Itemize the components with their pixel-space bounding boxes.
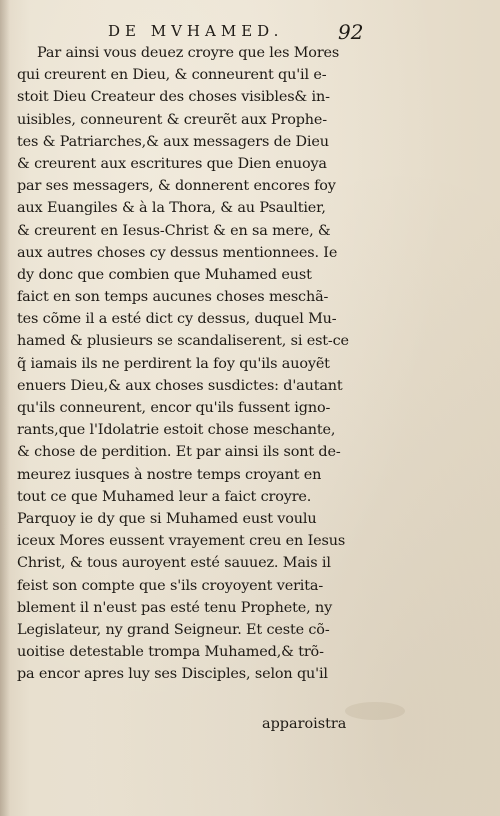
- text-line: Christ, & tous auroyent esté sauuez. Mais il: [17, 555, 331, 572]
- text-line: blement il n'eust pas esté tenu Prophete, ny: [17, 599, 333, 616]
- text-line: tes cõme il a esté dict cy dessus, duquel Mu-: [17, 311, 337, 328]
- page-number: 92: [338, 20, 364, 44]
- text-line: tout ce que Muhamed leur a faict croyre.: [17, 488, 312, 505]
- text-line: & creurent en Iesus-Christ & en sa mere, &: [17, 222, 331, 239]
- text-line: & creurent aux escritures que Dien enuoya: [17, 155, 327, 172]
- text-line: pa encor apres luy ses Disciples, selon qu'il: [17, 666, 328, 683]
- text-line: Par ainsi vous deuez croyre que les Mores: [37, 45, 340, 61]
- gutter-shadow: [0, 0, 10, 816]
- running-title: DE MVHAMED.: [108, 22, 284, 40]
- text-line: iceux Mores eussent vrayement creu en Iesus: [17, 533, 346, 550]
- text-line: Legislateur, ny grand Seigneur. Et ceste cõ-: [17, 621, 330, 638]
- text-line: Parquoy ie dy que si Muhamed eust voulu: [17, 510, 317, 527]
- text-line: rants,que l'Idolatrie estoit chose meschante,: [17, 422, 336, 439]
- text-line: & chose de perdition. Et par ainsi ils sont de-: [17, 444, 341, 461]
- text-line: qui creurent en Dieu, & conneurent qu'il e-: [17, 67, 327, 84]
- catchword: apparoistra: [262, 716, 347, 732]
- text-line: feist son compte que s'ils croyoyent verita-: [17, 577, 324, 594]
- text-line: enuers Dieu,& aux choses susdictes: d'autant: [17, 377, 343, 394]
- text-line: q̃ iamais ils ne perdirent la foy qu'ils auoyẽt: [17, 355, 330, 372]
- text-line: uoitise detestable trompa Muhamed,& trõ-: [17, 644, 324, 661]
- body-text: [17, 42, 363, 685]
- text-line: aux autres choses cy dessus mentionnees. Ie: [17, 244, 338, 261]
- text-line: aux Euangiles & à la Thora, & au Psaultier,: [17, 200, 326, 217]
- paper-stain: [345, 702, 405, 720]
- text-line: qu'ils conneurent, encor qu'ils fussent igno-: [17, 400, 331, 416]
- text-line: dy donc que combien que Muhamed eust: [17, 266, 312, 283]
- text-line: par ses messagers, & donnerent encores foy: [17, 178, 336, 195]
- text-line: stoit Dieu Createur des choses visibles& in-: [17, 89, 330, 106]
- text-line: uisibles, conneurent & creurẽt aux Prophe-: [17, 111, 327, 128]
- text-line: hamed & plusieurs se scandaliserent, si est-ce: [17, 333, 349, 350]
- text-line: faict en son temps aucunes choses meschã-: [17, 289, 329, 306]
- text-line: tes & Patriarches,& aux messagers de Dieu: [17, 133, 329, 150]
- text-line: meurez iusques à nostre temps croyant en: [17, 466, 322, 483]
